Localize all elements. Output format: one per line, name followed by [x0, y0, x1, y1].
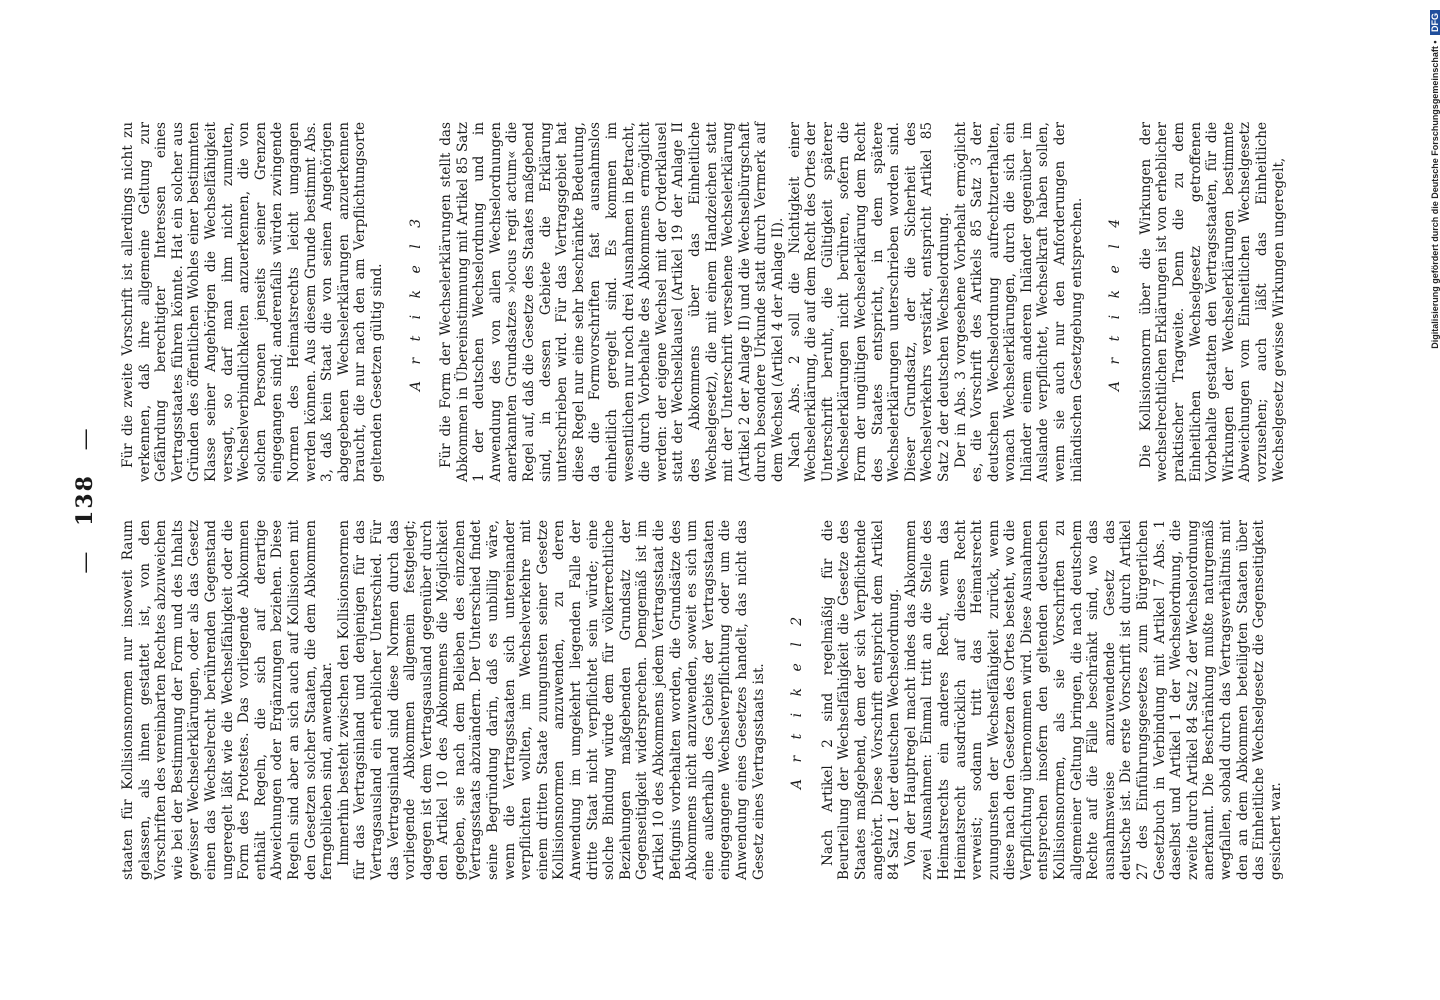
article-heading: A r t i k e l 3 — [407, 212, 424, 392]
article-heading: A r t i k e l 2 — [789, 610, 806, 790]
paragraph: Der in Abs. 3 vorgesehene Vorbehalt ermöglicht es, die Vorschrift des Artikels 85 Satz 3 der deutschen Wechselordnung aufrechtzuerhalten, wonach Wechselerklärungen, durch die sich ein Inländer einem anderen Inländer gegenüber im Auslande verpflichtet, Wechselkraft haben sollen, wenn sie auch nur den Anforderungen der inländischen Gesetzgebung entsprechen. — [952, 122, 1085, 482]
paragraph: Nach Artikel 2 sind regelmäßig für die Beurteilung der Wechselfähigkeit die Gesetze des Staates maßgebend, dem der sich Verpflichtende angehört. Diese Vorschrift entspricht dem Artikel 84 Satz 1 der deutschen Wechselordnung. — [819, 520, 903, 880]
digitization-credit: Digitalisierung gefördert durch die Deutsche Forschungsgemeinschaft • — [1430, 40, 1440, 349]
side-note — [1418, 10, 1440, 710]
left-column — [120, 520, 1284, 880]
paragraph: staaten für Kollisionsnormen nur insoweit Raum gelassen, als ihnen gestattet ist, von den Vorschriften des vereinbarten Rechtes abzuweichen wie bei der Bestimmung der Form und des Inhalts gewisser Wechselerklärungen, oder als das Gesetz einen das Wechselrecht berührenden Gegenstand ungeregelt läßt wie die Wechselfähigkeit oder die Form des Protestes. Das vorliegende Abkommen enthält Regeln, die sich auf derartige Abweichungen oder Ergänzungen beziehen. Diese Regeln sind aber an sich auch auf Kollisionen mit den Gesetzen solcher Staaten, die dem Abkommen ferngeblieben sind, anwendbar. — [120, 520, 336, 880]
paragraph: Von der Hauptregel macht indes das Abkommen zwei Ausnahmen: Einmal tritt an die Stelle des Heimatsrechts ein anderes Recht, wenn das Heimatsrecht ausdrücklich auf dieses Recht verweist; sodann tritt das Heimatsrecht zuungunsten der Wechselfähigkeit zurück, wenn diese nach den Gesetzen des Ortes besteht, wo die Verpflichtung übernommen wird. Diese Ausnahmen entsprechen insofern den geltenden deutschen Kollisionsnormen, als sie Vorschriften zu allgemeiner Geltung bringen, die nach deutschem Rechte auf die Fälle beschränkt sind, wo das ausnahmsweise anzuwendende Gesetz das deutsche ist. Die erste Vorschrift ist durch Artikel 27 des Einführungsgesetzes zum Bürgerlichen Gesetzbuch in Verbindung mit Artikel 7 Abs. 1 daselbst und Artikel 1 der Wechselordnung, die zweite durch Artikel 84 Satz 2 der Wechselordnung anerkannt. Die Beschränkung mußte naturgemäß wegfallen, sobald durch das Vertragsverhältnis mit den an dem Abkommen beteiligten Staaten über das Einheitliche Wechselgesetz die Gegenseitigkeit gesichert war. — [902, 520, 1284, 880]
paragraph: Nach Abs. 2 soll die Nichtigkeit einer Wechselerklärung, die auf dem Recht des Ortes der Unterschrift beruht, die Gültigkeit späterer Wechselerklärungen nicht berühren, sofern die Form der ungültigen Wechselerklärung dem Recht des Staates entspricht, in dem spätere Wechselerklärungen unterschrieben worden sind. Dieser Grundsatz, der die Sicherheit des Wechselverkehrs verstärkt, entspricht Artikel 85 Satz 2 der deutschen Wechselordnung. — [786, 122, 952, 482]
article-heading: A r t i k e l 4 — [1107, 212, 1124, 392]
rotated-page — [50, 0, 1380, 1000]
page-number: 138 — [72, 474, 98, 526]
paragraph: Für die Form der Wechselerklärungen stellt das Abkommen in Übereinstimmung mit Artikel 85 Satz 1 der deutschen Wechselordnung und in Anwendung des von allen Wechselordnungen anerkannten Grundsatzes »locus regit actum« die Regel auf, daß die Gesetze des Staates maßgebend sind, in dessen Gebiete die Erklärung unterschrieben wird. Für das Vertragsgebiet hat diese Regel nur eine sehr beschränkte Bedeutung, da die Formvorschriften fast ausnahmslos einheitlich geregelt sind. Es kommen im wesentlichen nur noch drei Ausnahmen in Betracht, die durch Vorbehalte des Abkommens ermöglicht werden: der eigene Wechsel mit der Orderklausel statt der Wechselklausel (Artikel 19 der Anlage II des Abkommens über das Einheitliche Wechselgesetz), die mit einem Handzeichen statt mit der Unterschrift versehene Wechselerklärung (Artikel 2 der Anlage II) und die Wechselbürgschaft durch besondere Urkunde statt durch Vermerk auf dem Wechsel (Artikel 4 der Anlage II). — [438, 122, 786, 482]
dfg-logo: DFG — [1430, 10, 1440, 35]
right-column — [120, 122, 1287, 482]
dash-right: — — [73, 426, 98, 451]
paragraph: Die Kollisionsnorm über die Wirkungen der wechselrechtlichen Erklärungen ist von erheblicher praktischer Tragweite. Denn die zu dem Einheitlichen Wechselgesetz getroffenen Vorbehalte gestatten den Vertragsstaaten, für die Wirkungen der Wechselerklärungen bestimmte Abweichungen vom Einheitlichen Wechselgesetz vorzusehen; auch läßt das Einheitliche Wechselgesetz gewisse Wirkungen ungeregelt, — [1137, 122, 1287, 482]
paragraph: Für die zweite Vorschrift ist allerdings nicht zu verkennen, daß ihre allgemeine Geltung zur Gefährdung berechtigter Interessen eines Vertragsstaates führen könnte. Hat ein solcher aus Gründen des öffentlichen Wohles einer bestimmten Klasse seiner Angehörigen die Wechselfähigkeit versagt, so darf man ihm nicht zumuten, Wechselverbindlichkeiten anzuerkennen, die von solchen Personen jenseits seiner Grenzen eingegangen sind; anderenfalls würden zwingende Normen des Heimatsrechts leicht umgangen werden können. Aus diesem Grunde bestimmt Abs. 3, daß kein Staat die von seinen Angehörigen abgegebenen Wechselerklärungen anzuerkennen braucht, die nur nach den am Verpflichtungsorte geltenden Gesetzen gültig sind. — [120, 122, 385, 482]
dash-left: — — [73, 549, 98, 574]
paragraph: Immerhin besteht zwischen den Kollisionsnormen für das Vertragsinland und denjenigen für das Vertragsausland ein erheblicher Unterschied. Für das Vertragsinland sind diese Normen durch das vorliegende Abkommen allgemein festgelegt; dagegen ist dem Vertragsausland gegenüber durch den Artikel 10 des Abkommens die Möglichkeit gegeben, sie nach dem Belieben des einzelnen Vertragsstaats abzuändern. Der Unterschied findet seine Begründung darin, daß es unbillig wäre, wenn die Vertragsstaaten sich untereinander verpflichten wollten, im Wechselverkehre mit einem dritten Staate zuungunsten seiner Gesetze Kollisionsnormen anzuwenden, zu deren Anwendung im umgekehrt liegenden Falle der dritte Staat nicht verpflichtet sein würde; eine solche Bindung würde dem für völkerrechtliche Beziehungen maßgebenden Grundsatz der Gegenseitigkeit widersprechen. Demgemäß ist im Artikel 10 des Abkommens jedem Vertragsstaat die Befugnis vorbehalten worden, die Grundsätze des Abkommens nicht anzuwenden, soweit es sich um eine außerhalb des Gebiets der Vertragsstaaten eingegangene Wechselverpflichtung oder um die Anwendung eines Gesetzes handelt, das nicht das Gesetz eines Vertragsstaats ist. — [335, 520, 767, 880]
page-number-line — [72, 0, 98, 1000]
